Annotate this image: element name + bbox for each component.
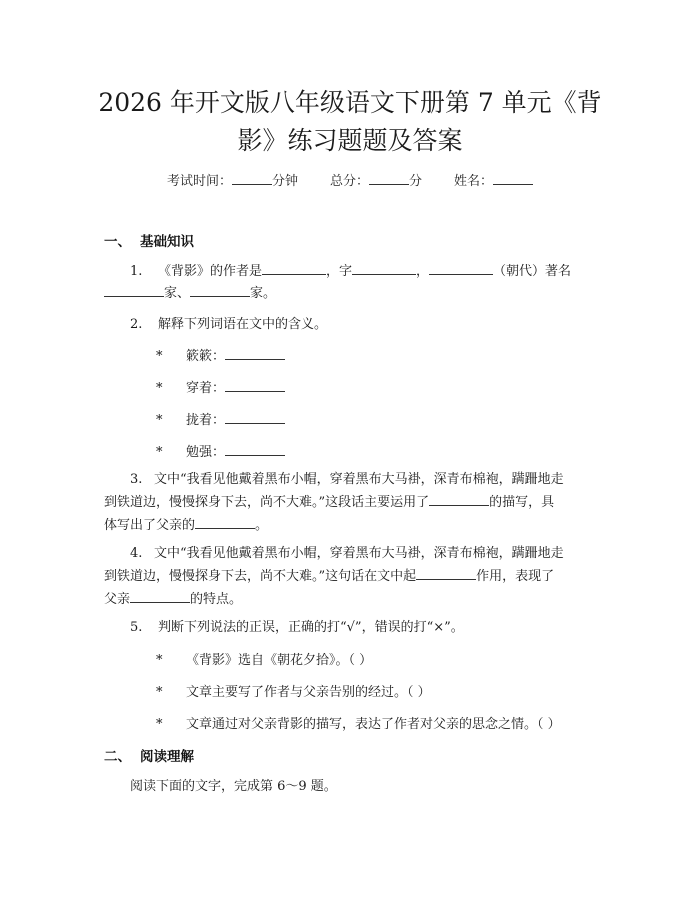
score-blank xyxy=(369,170,409,185)
section-heading-reading xyxy=(104,747,194,767)
q3-text: 体写出了父亲的 xyxy=(104,518,196,533)
question-2 xyxy=(130,314,327,336)
q2-text: 解释下列词语在文中的含义。 xyxy=(158,317,328,332)
q3-blank-trait xyxy=(195,514,255,529)
bullet-icon: * xyxy=(156,717,163,732)
score-unit: 分 xyxy=(409,174,423,189)
question-5 xyxy=(130,617,464,639)
question-number: 1. xyxy=(130,264,143,279)
section-title: 阅读理解 xyxy=(140,749,194,765)
q2-item-blank xyxy=(225,345,285,360)
score-label: 总分： xyxy=(329,174,369,189)
q1-text: 家、 xyxy=(164,286,191,301)
question-1 xyxy=(130,260,571,283)
q3-text: 到铁道边，慢慢探身下去，尚不大难。”这段话主要运用了 xyxy=(104,495,430,510)
question-number: 4. xyxy=(130,546,143,561)
title-line-2: 影》练习题题及答案 xyxy=(237,126,463,155)
q5-text: 判断下列说法的正误，正确的打“√”，错误的打“×”。 xyxy=(158,620,464,635)
section-number: 二、 xyxy=(104,749,131,765)
q2-item xyxy=(156,345,285,367)
q5-item xyxy=(156,683,431,703)
q1-blank-author xyxy=(262,260,326,275)
q3-text: 。 xyxy=(255,518,269,533)
bullet-icon: * xyxy=(156,685,163,700)
q2-item-label: 拢着： xyxy=(186,413,226,428)
bullet-icon: * xyxy=(156,381,163,396)
name-blank xyxy=(493,170,533,185)
q4-blank-function xyxy=(416,565,476,580)
question-number: 2. xyxy=(130,317,143,332)
q4-text: 的特点。 xyxy=(190,592,243,607)
q5-item xyxy=(156,651,372,671)
name-label: 姓名： xyxy=(454,174,494,189)
q2-item xyxy=(156,409,285,431)
document-title xyxy=(60,84,640,160)
question-4 xyxy=(104,543,608,611)
question-1-cont xyxy=(104,282,276,305)
q1-blank-role-2 xyxy=(190,282,250,297)
q1-blank-role-1 xyxy=(104,282,164,297)
q2-item xyxy=(156,441,285,463)
time-unit: 分钟 xyxy=(271,174,298,189)
section-number: 一、 xyxy=(104,234,131,250)
q2-item-label: 穿着： xyxy=(186,381,226,396)
q4-blank-trait xyxy=(130,588,190,603)
q1-text: 家。 xyxy=(250,286,277,301)
q1-text: ，字 xyxy=(326,264,353,279)
time-blank xyxy=(232,170,272,185)
reading-intro: 阅读下面的文字，完成第 6～9 题。 xyxy=(130,779,337,794)
question-number: 3. xyxy=(130,472,143,487)
bullet-icon: * xyxy=(156,445,163,460)
title-line-1: 2026 年开文版八年级语文下册第 7 单元《背 xyxy=(98,88,602,117)
q2-item-label: 勉强： xyxy=(186,445,226,460)
q5-item xyxy=(156,715,561,735)
time-label: 考试时间： xyxy=(166,174,232,189)
q5-item-text: 文章主要写了作者与父亲告别的经过。（ ） xyxy=(186,685,431,700)
q4-text: 作用，表现了 xyxy=(476,569,555,584)
q5-item-text: 《背影》选自《朝花夕拾》。（ ） xyxy=(186,653,373,668)
q2-item xyxy=(156,377,285,399)
q3-text: 的描写，具 xyxy=(489,495,555,510)
q1-blank-courtesy-name xyxy=(352,260,416,275)
bullet-icon: * xyxy=(156,413,163,428)
q1-text: ， xyxy=(416,264,430,279)
bullet-icon: * xyxy=(156,349,163,364)
q2-item-blank xyxy=(225,377,285,392)
q3-text: 文中“我看见他戴着黑布小帽，穿着黑布大马褂，深青布棉袍，蹒跚地走 xyxy=(154,472,564,487)
q2-item-label: 簌簌： xyxy=(186,349,226,364)
exam-info xyxy=(0,170,700,191)
q5-item-text: 文章通过对父亲背影的描写，表达了作者对父亲的思念之情。（ ） xyxy=(186,717,561,732)
q1-text: 《背影》的作者是 xyxy=(158,264,263,279)
bullet-icon: * xyxy=(156,653,163,668)
q4-text: 父亲 xyxy=(104,592,131,607)
q3-blank-method xyxy=(429,491,489,506)
q2-item-blank xyxy=(225,441,285,456)
q4-text: 到铁道边，慢慢探身下去，尚不大难。”这句话在文中起 xyxy=(104,569,417,584)
q1-blank-dynasty xyxy=(429,260,493,275)
section-heading-basic xyxy=(104,232,194,252)
question-3 xyxy=(104,469,608,537)
question-number: 5. xyxy=(130,620,143,635)
section-title: 基础知识 xyxy=(140,234,194,250)
q4-text: 文中“我看见他戴着黑布小帽，穿着黑布大马褂，深青布棉袍，蹒跚地走 xyxy=(154,546,564,561)
q2-item-blank xyxy=(225,409,285,424)
q1-text: （朝代）著名 xyxy=(493,264,572,279)
